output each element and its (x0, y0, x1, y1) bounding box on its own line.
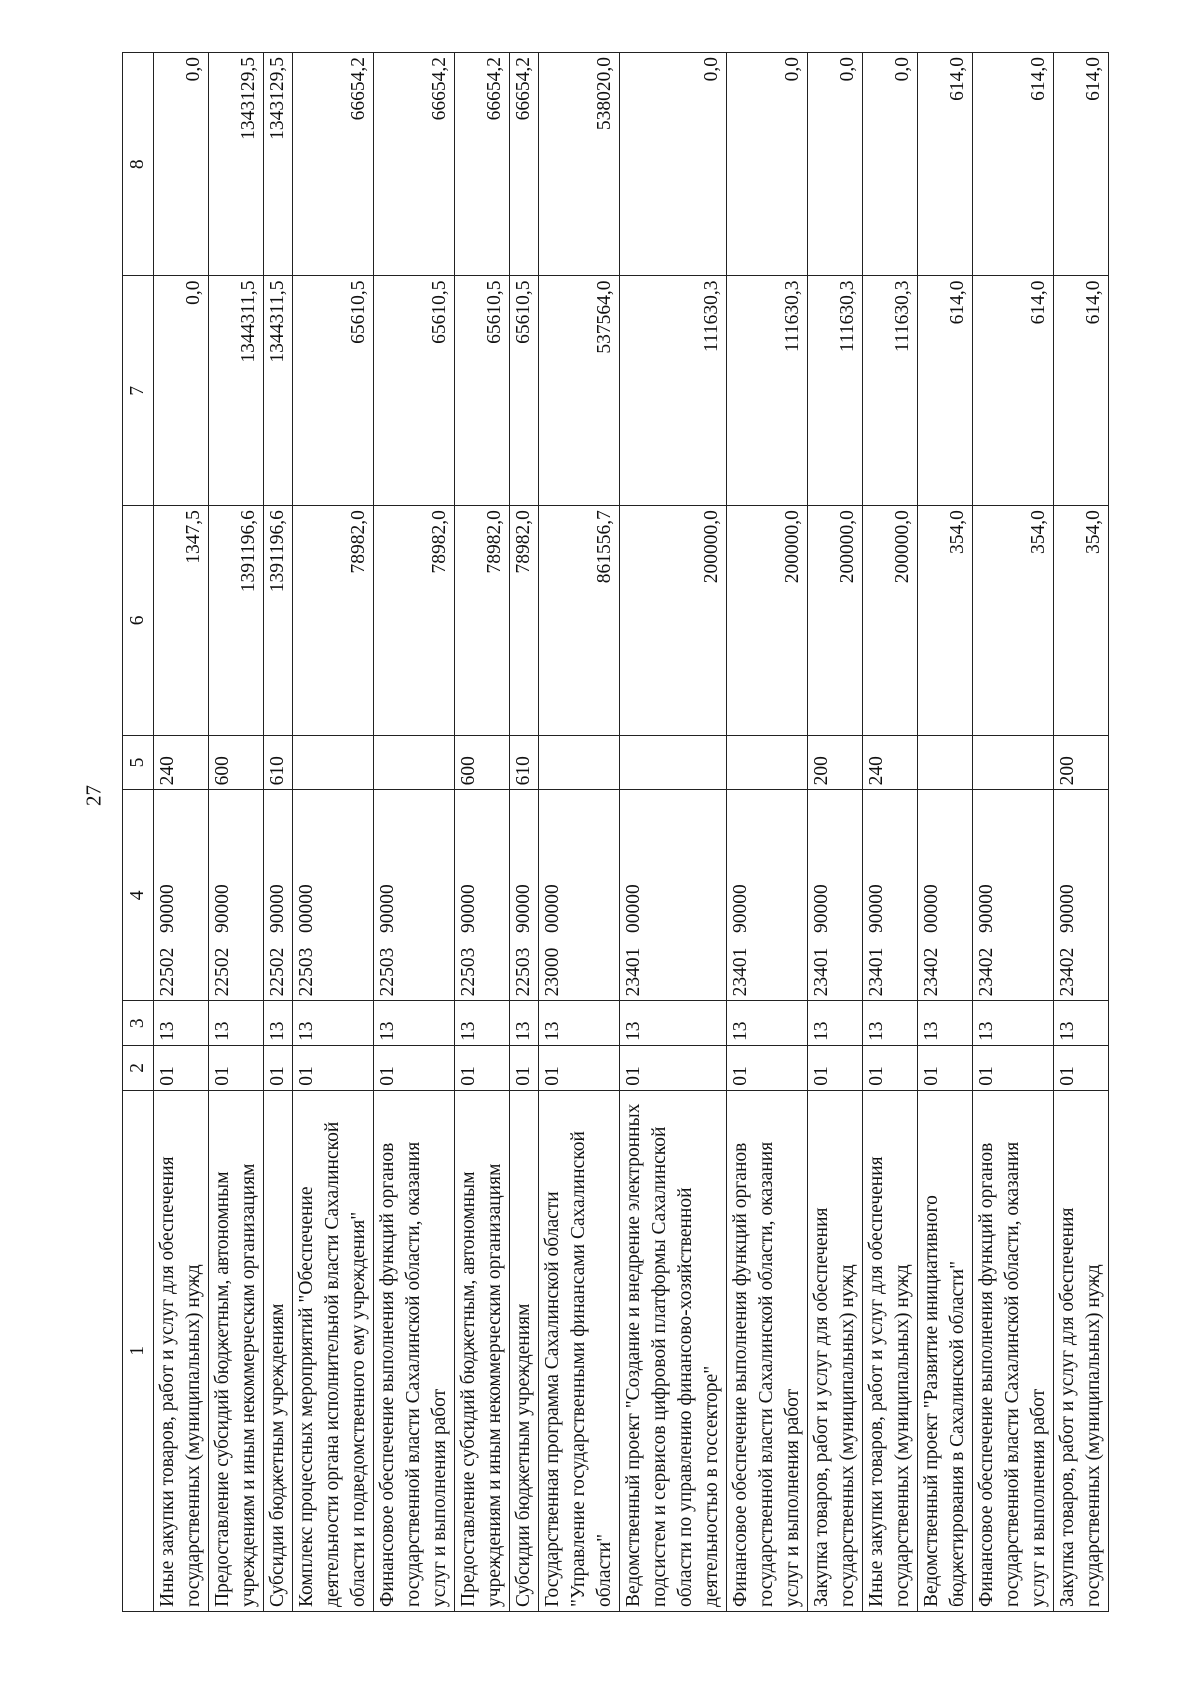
cell-amount-col6: 200000,0 (727, 506, 808, 736)
cell-description: Иные закупки товаров, работ и услуг для обеспечения государственных (муниципальных) нужд (863, 1090, 918, 1611)
cell-amount-col6: 78982,0 (510, 506, 539, 736)
cell-amount-col7: 111630,3 (620, 276, 727, 506)
cell-target-article (863, 790, 918, 1001)
target-article-direction: 90000 (377, 884, 398, 933)
table-row (918, 53, 973, 1612)
cell-amount-col7: 537564,0 (539, 276, 620, 506)
cell-section: 01 (209, 1046, 264, 1091)
cell-amount-col7: 614,0 (918, 276, 973, 506)
page-number: 27 (81, 785, 106, 806)
target-article-direction: 00000 (296, 884, 317, 933)
target-article-program: 23402 (921, 947, 942, 997)
cell-expense-type (727, 735, 808, 790)
cell-amount-col7: 111630,3 (863, 276, 918, 506)
cell-amount-col6: 354,0 (918, 506, 973, 736)
cell-section: 01 (455, 1046, 510, 1091)
cell-target-article (808, 790, 863, 1001)
column-header: 6 (123, 506, 154, 736)
cell-amount-col8: 0,0 (620, 53, 727, 276)
target-article-direction: 00000 (542, 884, 563, 933)
cell-description: Комплекс процессных мероприятий "Обеспечение деятельности органа исполнительной власти Сахалинской области и подведомственного ему учреждения" (293, 1090, 374, 1611)
cell-target-article (620, 790, 727, 1001)
target-article-direction: 90000 (458, 884, 479, 933)
target-article-program: 22502 (157, 947, 178, 997)
cell-target-article (374, 790, 455, 1001)
cell-amount-col6: 861556,7 (539, 506, 620, 736)
cell-section: 01 (1054, 1046, 1109, 1091)
cell-target-article (918, 790, 973, 1001)
cell-target-article (264, 790, 293, 1001)
cell-amount-col8: 614,0 (918, 53, 973, 276)
cell-target-article (539, 790, 620, 1001)
table-row (209, 53, 264, 1612)
cell-target-article (973, 790, 1054, 1001)
cell-amount-col8: 66654,2 (455, 53, 510, 276)
cell-amount-col6: 200000,0 (808, 506, 863, 736)
cell-target-article (293, 790, 374, 1001)
cell-amount-col6: 1391196,6 (264, 506, 293, 736)
target-article-program: 23401 (866, 947, 887, 997)
cell-expense-type (539, 735, 620, 790)
cell-amount-col8: 66654,2 (510, 53, 539, 276)
target-article-program: 22502 (267, 947, 288, 997)
cell-expense-type: 240 (863, 735, 918, 790)
cell-subsection: 13 (455, 1001, 510, 1046)
table-row (374, 53, 455, 1612)
cell-expense-type (374, 735, 455, 790)
target-article-program: 22503 (377, 947, 398, 997)
table-row (264, 53, 293, 1612)
target-article-program: 23402 (976, 947, 997, 997)
target-article-direction: 00000 (623, 884, 644, 933)
cell-amount-col6: 78982,0 (293, 506, 374, 736)
target-article-direction: 90000 (1057, 884, 1078, 933)
cell-subsection: 13 (918, 1001, 973, 1046)
cell-amount-col8: 0,0 (808, 53, 863, 276)
cell-section: 01 (264, 1046, 293, 1091)
table-row (510, 53, 539, 1612)
cell-description: Субсидии бюджетным учреждениям (264, 1090, 293, 1611)
cell-expense-type (293, 735, 374, 790)
target-article-program: 22503 (458, 947, 479, 997)
target-article-direction: 90000 (811, 884, 832, 933)
cell-amount-col7: 65610,5 (510, 276, 539, 506)
target-article-program: 23402 (1057, 947, 1078, 997)
cell-expense-type: 600 (209, 735, 264, 790)
cell-amount-col6: 1391196,6 (209, 506, 264, 736)
cell-subsection: 13 (620, 1001, 727, 1046)
cell-expense-type: 200 (1054, 735, 1109, 790)
cell-subsection: 13 (973, 1001, 1054, 1046)
cell-amount-col7: 111630,3 (727, 276, 808, 506)
cell-amount-col6: 78982,0 (455, 506, 510, 736)
cell-description: Финансовое обеспечение выполнения функций органов государственной власти Сахалинской области, оказания услуг и выполнения работ (374, 1090, 455, 1611)
cell-amount-col7: 111630,3 (808, 276, 863, 506)
cell-amount-col8: 0,0 (863, 53, 918, 276)
cell-amount-col6: 78982,0 (374, 506, 455, 736)
cell-section: 01 (539, 1046, 620, 1091)
cell-expense-type: 200 (808, 735, 863, 790)
cell-amount-col8: 0,0 (727, 53, 808, 276)
cell-target-article (455, 790, 510, 1001)
target-article-direction: 90000 (866, 884, 887, 933)
column-header: 7 (123, 276, 154, 506)
cell-description: Закупка товаров, работ и услуг для обеспечения государственных (муниципальных) нужд (808, 1090, 863, 1611)
cell-section: 01 (374, 1046, 455, 1091)
cell-amount-col6: 200000,0 (620, 506, 727, 736)
cell-amount-col6: 354,0 (1054, 506, 1109, 736)
cell-description: Субсидии бюджетным учреждениям (510, 1090, 539, 1611)
cell-amount-col8: 0,0 (154, 53, 209, 276)
cell-description: Государственная программа Сахалинской области "Управление государственными финансами Сахалинской области" (539, 1090, 620, 1611)
table-row (973, 53, 1054, 1612)
cell-expense-type: 610 (510, 735, 539, 790)
column-header: 5 (123, 735, 154, 790)
cell-target-article (510, 790, 539, 1001)
cell-subsection: 13 (863, 1001, 918, 1046)
cell-subsection: 13 (154, 1001, 209, 1046)
target-article-direction: 90000 (513, 884, 534, 933)
column-header: 2 (123, 1046, 154, 1091)
cell-amount-col7: 1344311,5 (264, 276, 293, 506)
cell-expense-type (918, 735, 973, 790)
cell-amount-col8: 66654,2 (293, 53, 374, 276)
cell-target-article (209, 790, 264, 1001)
cell-expense-type (973, 735, 1054, 790)
cell-expense-type: 610 (264, 735, 293, 790)
cell-amount-col7: 0,0 (154, 276, 209, 506)
cell-amount-col8: 614,0 (1054, 53, 1109, 276)
budget-table-sheet (122, 52, 1104, 1612)
table-row (455, 53, 510, 1612)
cell-subsection: 13 (727, 1001, 808, 1046)
target-article-program: 23000 (542, 947, 563, 997)
cell-subsection: 13 (264, 1001, 293, 1046)
cell-description: Закупка товаров, работ и услуг для обеспечения государственных (муниципальных) нужд (1054, 1090, 1109, 1611)
target-article-program: 23401 (811, 947, 832, 997)
target-article-direction: 90000 (730, 884, 751, 933)
cell-description: Финансовое обеспечение выполнения функций органов государственной власти Сахалинской области, оказания услуг и выполнения работ (727, 1090, 808, 1611)
cell-amount-col7: 65610,5 (293, 276, 374, 506)
cell-section: 01 (154, 1046, 209, 1091)
cell-subsection: 13 (510, 1001, 539, 1046)
column-header: 3 (123, 1001, 154, 1046)
cell-description: Предоставление субсидий бюджетным, автономным учреждениям и иным некоммерческим организациям (455, 1090, 510, 1611)
table-row (620, 53, 727, 1612)
table-row (808, 53, 863, 1612)
target-article-program: 22502 (212, 947, 233, 997)
cell-amount-col7: 1344311,5 (209, 276, 264, 506)
cell-amount-col8: 614,0 (973, 53, 1054, 276)
table-row (863, 53, 918, 1612)
cell-subsection: 13 (808, 1001, 863, 1046)
cell-amount-col8: 1343129,5 (209, 53, 264, 276)
table-row (539, 53, 620, 1612)
cell-subsection: 13 (1054, 1001, 1109, 1046)
target-article-direction: 90000 (267, 884, 288, 933)
cell-target-article (1054, 790, 1109, 1001)
column-header: 1 (123, 1090, 154, 1611)
cell-subsection: 13 (209, 1001, 264, 1046)
table-row (293, 53, 374, 1612)
cell-description: Ведомственный проект "Развитие инициативного бюджетирования в Сахалинской области" (918, 1090, 973, 1611)
table-row (1054, 53, 1109, 1612)
table-row (727, 53, 808, 1612)
cell-description: Иные закупки товаров, работ и услуг для обеспечения государственных (муниципальных) нужд (154, 1090, 209, 1611)
cell-amount-col7: 614,0 (973, 276, 1054, 506)
cell-subsection: 13 (293, 1001, 374, 1046)
cell-section: 01 (973, 1046, 1054, 1091)
cell-target-article (727, 790, 808, 1001)
table-row (154, 53, 209, 1612)
cell-amount-col7: 65610,5 (374, 276, 455, 506)
cell-amount-col6: 354,0 (973, 506, 1054, 736)
cell-section: 01 (808, 1046, 863, 1091)
column-header: 8 (123, 53, 154, 276)
cell-section: 01 (918, 1046, 973, 1091)
cell-subsection: 13 (374, 1001, 455, 1046)
cell-subsection: 13 (539, 1001, 620, 1046)
cell-amount-col8: 1343129,5 (264, 53, 293, 276)
target-article-program: 22503 (513, 947, 534, 997)
target-article-direction: 90000 (976, 884, 997, 933)
cell-amount-col6: 200000,0 (863, 506, 918, 736)
cell-target-article (154, 790, 209, 1001)
target-article-direction: 90000 (212, 884, 233, 933)
cell-amount-col8: 538020,0 (539, 53, 620, 276)
cell-section: 01 (863, 1046, 918, 1091)
target-article-direction: 00000 (921, 884, 942, 933)
cell-expense-type: 600 (455, 735, 510, 790)
cell-description: Предоставление субсидий бюджетным, автономным учреждениям и иным некоммерческим организациям (209, 1090, 264, 1611)
cell-expense-type: 240 (154, 735, 209, 790)
cell-amount-col6: 1347,5 (154, 506, 209, 736)
cell-description: Финансовое обеспечение выполнения функций органов государственной власти Сахалинской области, оказания услуг и выполнения работ (973, 1090, 1054, 1611)
cell-section: 01 (293, 1046, 374, 1091)
cell-expense-type (620, 735, 727, 790)
cell-amount-col7: 65610,5 (455, 276, 510, 506)
target-article-program: 22503 (296, 947, 317, 997)
cell-section: 01 (510, 1046, 539, 1091)
cell-section: 01 (727, 1046, 808, 1091)
cell-amount-col7: 614,0 (1054, 276, 1109, 506)
budget-table (122, 52, 1109, 1612)
cell-section: 01 (620, 1046, 727, 1091)
column-header: 4 (123, 790, 154, 1001)
cell-amount-col8: 66654,2 (374, 53, 455, 276)
cell-description: Ведомственный проект "Создание и внедрение электронных подсистем и сервисов цифровой платформы Сахалинской области по управлению финансово-хозяйственной деятельностью в госсекторе" (620, 1090, 727, 1611)
target-article-direction: 90000 (157, 884, 178, 933)
target-article-program: 23401 (730, 947, 751, 997)
target-article-program: 23401 (623, 947, 644, 997)
header-row (123, 53, 154, 1612)
